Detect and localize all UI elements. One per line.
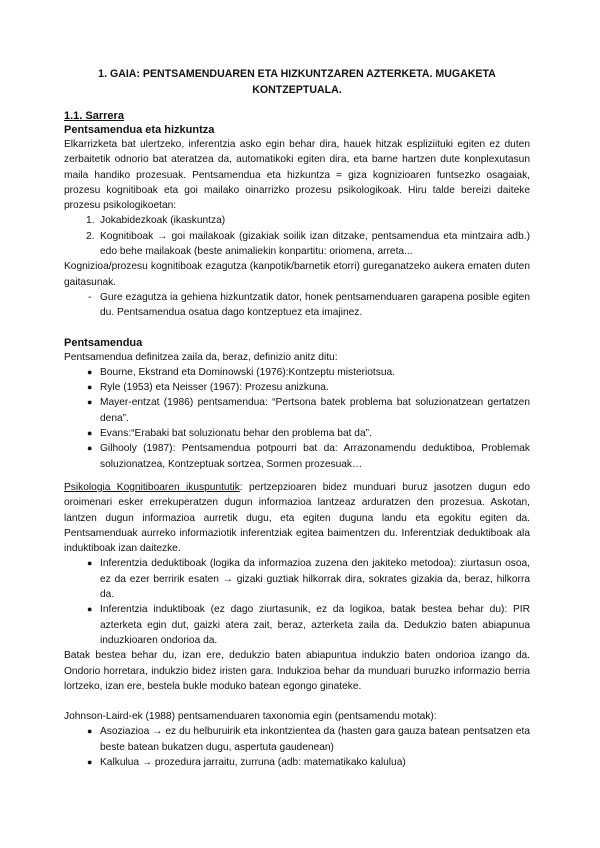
list-item xyxy=(64,395,530,426)
section-heading-sarrera: 1.1. Sarrera xyxy=(64,110,124,122)
list-marker: 2. xyxy=(86,230,95,242)
paragraph-text: : pertzepzioaren bidez munduari buruz jasotzen dugun edo oroimenari esker errekuperatzen dugun informazioa lantzeaz arduratzen den prozesua. Askotan, lantzen dugun informazioa aurretik dugu, eta egiten duguna landu eta egokitu egiten da. Pentsamenduak aurreko informaziotik inferentziak egitea baimentzen du. Inferentziak deduktiboak ala induktiboak izan daitezke. xyxy=(64,481,530,555)
inferences-list xyxy=(64,556,530,648)
underlined-term: Psikologia Kognitiboaren ikuspuntutik xyxy=(64,481,240,493)
paragraph-johnson-laird: Johnson-Laird-ek (1988) pentsamenduaren taxonomia egin (pentsamendu motak): xyxy=(64,711,437,723)
paragraph-psikologia-kognitiboa xyxy=(64,480,530,556)
list-item-text: Mayer-entzat (1986) pentsamendua: “Pertsona batek problema bat soluzionatzean gertatzen dena”. xyxy=(100,397,530,424)
list-item-text: Inferentzia induktiboak (ez dago ziurtasunik, ez da logikoa, batak bestea behar du): PIR azterketa egin dut, gaizki atera zait, beraz, azterketa zaila da. Dedukzio baten abiapunua induzkioaren ondorioa da. xyxy=(100,604,530,646)
paragraph-kognizioa: Kognizioa/prozesu kognitiboak ezagutza (kanpotik/barnetik etorri) gureganatzeko aukera ematen duten gaitasunak. xyxy=(64,261,530,288)
list-item-text: Gilhooly (1987): Pentsamendua potpourri bat da: Arrazonamendu deduktiboa, Problemak soluzionatzea, Kontzeptuak sortzea, Sormen prozesuak… xyxy=(100,443,530,470)
list-item-text: Asoziazioa → ez du helburuirik eta inkontzientea da (hasten gara gauza batean pentsatzen eta beste batean bukatzen dugu, aspertuta gaudenean) xyxy=(100,726,530,753)
list-item-text: Evans:“Erabaki bat soluzionatu behar den problema bat da”. xyxy=(100,428,372,440)
bullet-icon: ● xyxy=(87,726,93,737)
list-item xyxy=(64,213,530,228)
bullet-icon: ● xyxy=(87,397,93,408)
list-item-text: Ryle (1953) eta Neisser (1967): Prozesu anizkuna. xyxy=(100,382,329,394)
list-item-text: Inferentzia deduktiboak (logika da informazioa zuzena den jakiteko metodoa): ziurtasun osoa, ez da ezer berririk esaten → gizaki guztiak hilkorrak dira, sokrates gizakia da, beraz, hilkorra da. xyxy=(100,558,530,601)
bullet-icon: ● xyxy=(87,382,93,393)
list-item xyxy=(64,290,530,321)
paragraph-batak-bestea: Batak bestea behar du, izan ere, dedukzio baten abiapuntua indukzio baten ondorioa izango da. Ondorio horretara, indukzio bidez iristen gara. Indukzioa behar da munduari buruzko informazio berria lortzeko, izan ere, bestela bukle moduko batean egongo ginateke. xyxy=(64,650,530,692)
chapter-title: 1. GAIA: PENTSAMENDUAREN ETA HIZKUNTZAREN AZTERKETA. MUGAKETA KONTZEPTUALA. xyxy=(98,68,496,96)
list-item xyxy=(64,229,530,260)
list-marker: 1. xyxy=(86,215,95,227)
thinking-types-list xyxy=(64,724,530,770)
list-item-text: Kognitiboak → goi mailakoak (gizakiak soilik izan ditzake, pentsamendua eta mintzaira adb.) edo behe mailakoak (beste animaliekin konpartitu: oriomena, arreta... xyxy=(100,230,530,258)
bullet-icon: ● xyxy=(87,558,93,569)
bullet-icon: ● xyxy=(87,366,93,377)
document-page xyxy=(64,66,530,770)
spacer xyxy=(64,472,530,480)
subheading-pentsamendua: Pentsamendua xyxy=(64,336,143,349)
list-item xyxy=(64,556,530,602)
list-item xyxy=(64,724,530,755)
spacer xyxy=(64,694,530,709)
list-item-text: Jokabidezkoak (ikaskuntza) xyxy=(100,215,226,227)
list-item xyxy=(64,602,530,648)
numbered-list-processes xyxy=(64,213,530,259)
list-marker: - xyxy=(88,291,92,303)
list-item-text: Kalkulua → prozedura jarraitu, zurruna (adb: matematikako kalulua) xyxy=(100,756,406,768)
dash-list xyxy=(64,290,530,321)
paragraph-definitions-intro: Pentsamendua definitzea zaila da, beraz, definizio anitz ditu: xyxy=(64,351,338,363)
bullet-icon: ● xyxy=(87,443,93,454)
list-item xyxy=(64,365,530,380)
bullet-icon: ● xyxy=(87,428,93,439)
list-item xyxy=(64,755,530,770)
list-item xyxy=(64,441,530,472)
list-item xyxy=(64,426,530,441)
bullet-icon: ● xyxy=(87,604,93,615)
definitions-list xyxy=(64,365,530,472)
paragraph-intro: Elkarrizketa bat ulertzeko, inferentzia asko egin behar dira, hauek hitzak espliziituki egiten ez duten zerbaitetik odnorio bat ateratzea da, automatikoki egiten dira, eta barne hartzen dute konplexutasun maila handiko prozesuak. Pentsamendua eta hizkuntza = giza kognizioaren funtsezko osagaiak, prozesu kognitiboak eta goi mailako oinarrizko prozesu psikologikoak. Hiru talde bereizi daiteke prozesu psikologikoetan: xyxy=(64,139,530,212)
list-item-text: Gure ezagutza ia gehiena hizkuntzatik dator, honek pentsamenduaren garapena posible egiten du. Pentsamendua osatua dago kontzeptuez eta imajinez. xyxy=(100,291,530,319)
spacer xyxy=(64,321,530,336)
subheading-pentsamendua-eta-hizkuntza: Pentsamendua eta hizkuntza xyxy=(64,124,215,136)
list-item xyxy=(64,380,530,395)
bullet-icon: ● xyxy=(87,756,93,767)
list-item-text: Bourne, Ekstrand eta Dominowski (1976):Kontzeptu misteriotsua. xyxy=(100,366,396,378)
